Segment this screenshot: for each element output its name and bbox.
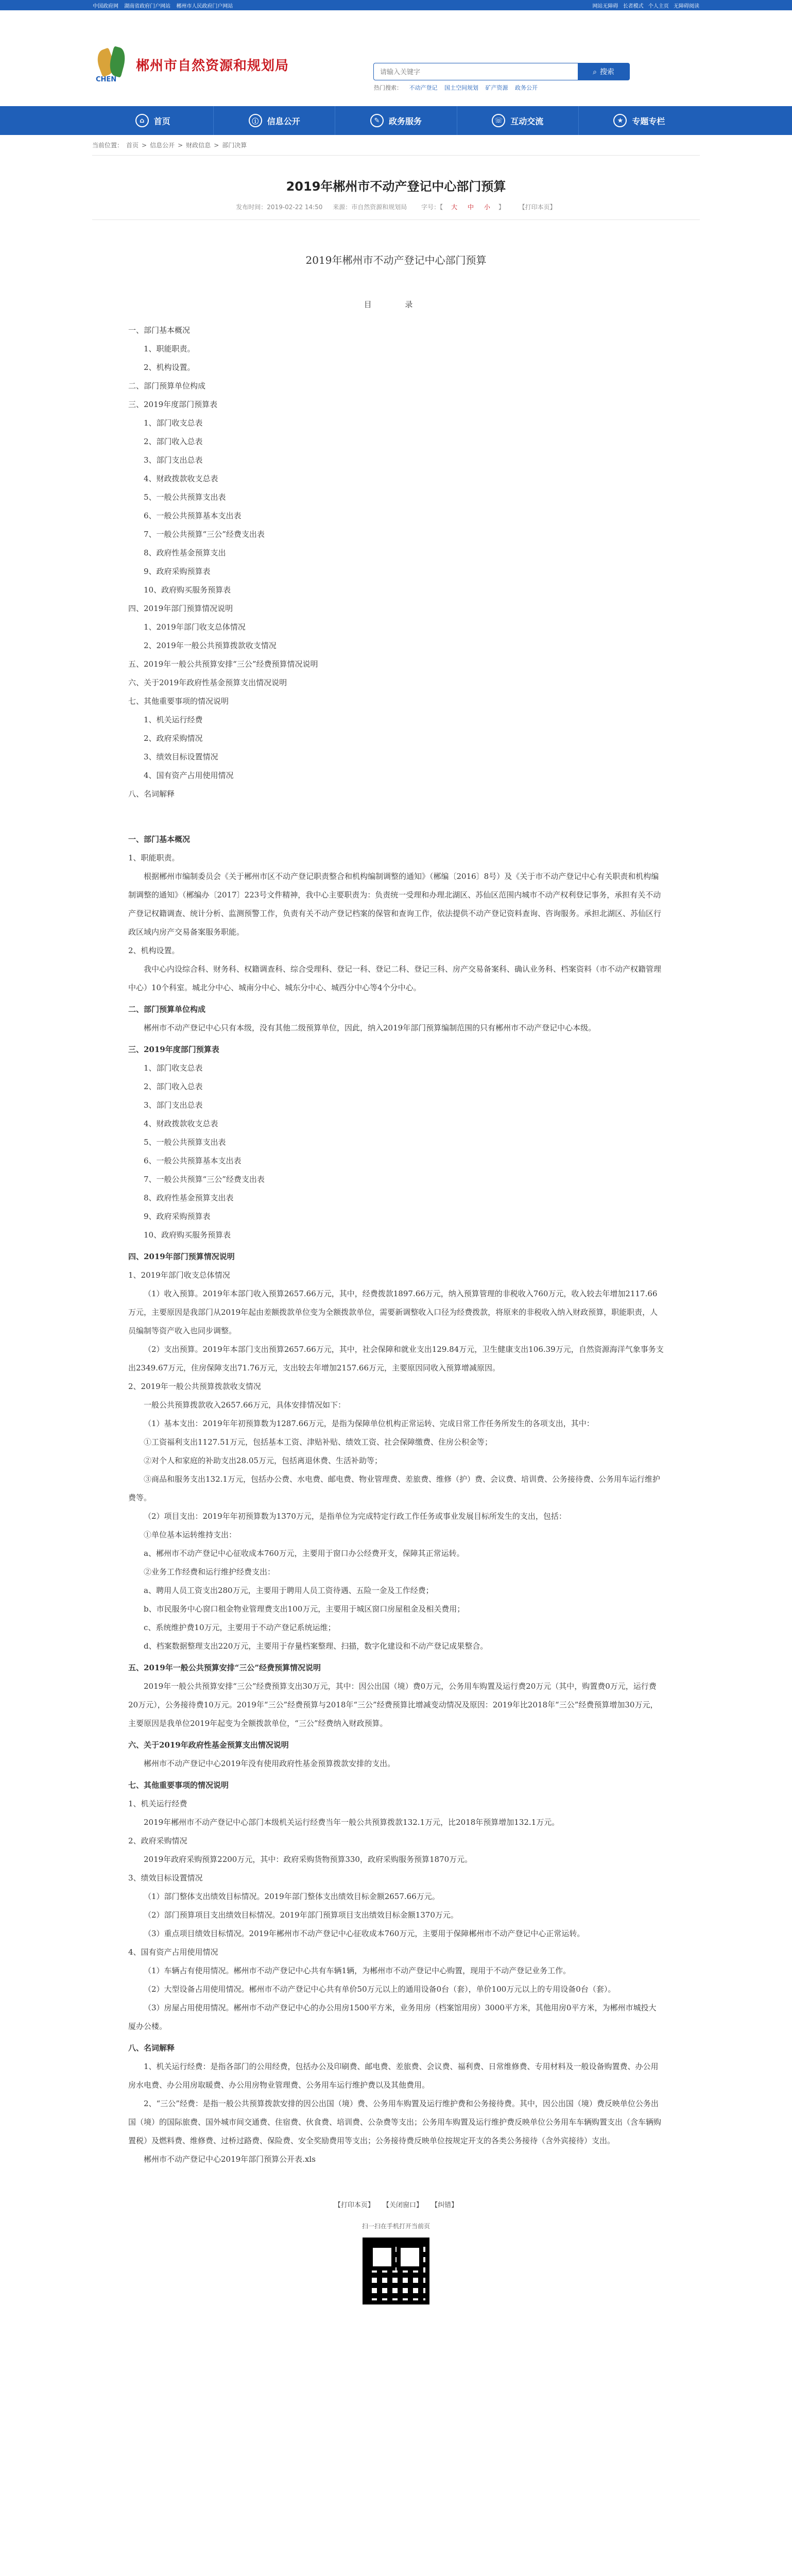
nav-info-public[interactable] — [214, 106, 335, 135]
toc-item: 2、部门收入总表 — [144, 437, 203, 446]
paragraph: c、系统维护费10万元，主要用于不动产登记系统运维； — [144, 1623, 336, 1632]
info-icon: ⓘ — [249, 114, 262, 127]
toc-item: 三、2019年度部门预算表 — [128, 400, 218, 409]
attachment-link[interactable]: 郴州市不动产登记中心2019年部门预算公开表.xls — [144, 2155, 316, 2164]
toc-item: 6、一般公共预算基本支出表 — [144, 511, 242, 520]
toc-item: 10、政府购买服务预算表 — [144, 585, 231, 595]
toc-item: 1、部门收支总表 — [144, 418, 203, 428]
paragraph: 郴州市不动产登记中心2019年没有使用政府性基金预算拨款安排的支出。 — [144, 1759, 395, 1768]
search-icon: ⌕ — [593, 67, 597, 76]
hotword[interactable]: 政务公开 — [515, 84, 538, 91]
paragraph: 一般公共预算拨款收入2657.66万元，具体安排情况如下： — [144, 1400, 346, 1410]
toc-item: 二、部门预算单位构成 — [128, 381, 206, 391]
service-icon: ✎ — [370, 114, 384, 127]
article-source: 来源：市自然资源和规划局 — [333, 204, 407, 211]
article-body — [92, 220, 700, 2168]
breadcrumb-separator: > — [214, 141, 219, 149]
budget-table-item: 1、部门收支总表 — [144, 1063, 203, 1073]
paragraph: b、市民服务中心窗口租金物业管理费支出100万元，主要用于城区窗口房屋租金及相关费用； — [144, 1604, 465, 1614]
site-logo[interactable] — [93, 44, 289, 84]
toc-item: 1、职能职责。 — [144, 344, 195, 353]
paragraph: （2）部门预算项目支出绩效目标情况。2019年部门预算项目支出绩效目标金额1370万元。 — [144, 1910, 458, 1920]
nav-label: 专题专栏 — [632, 116, 665, 126]
breadcrumb-separator: > — [178, 141, 183, 149]
font-large-button[interactable]: 大 — [451, 204, 458, 211]
hotwords-label: 热门搜索： — [374, 84, 402, 91]
font-size-control: 字号：【 大 中 小 】 — [421, 204, 505, 211]
topbar-right-links — [589, 2, 699, 9]
budget-table-item: 6、一般公共预算基本支出表 — [144, 1156, 242, 1165]
section-heading: 八、名词解释 — [128, 2043, 175, 2053]
paragraph: ①单位基本运转维持支出： — [144, 1530, 237, 1539]
budget-table-item: 2、部门收入总表 — [144, 1082, 203, 1091]
toc-item: 五、2019年一般公共预算安排“三公”经费预算情况说明 — [128, 659, 318, 669]
main-nav — [0, 106, 792, 135]
site-header — [0, 10, 792, 106]
section-heading: 四、2019年部门预算情况说明 — [128, 1252, 235, 1261]
budget-table-item: 9、政府采购预算表 — [144, 1212, 211, 1221]
toc-item: 七、其他重要事项的情况说明 — [128, 697, 229, 706]
breadcrumb-home[interactable]: 首页 — [126, 142, 139, 149]
paragraph: （2）大型设备占用使用情况。郴州市不动产登记中心共有单价50万元以上的通用设备0台（套），单价100万元以上的专用设备0台（套）。 — [144, 1985, 616, 1994]
section-heading: 六、关于2019年政府性基金预算支出情况说明 — [128, 1740, 289, 1750]
search-button[interactable] — [578, 63, 629, 80]
search-input[interactable] — [374, 63, 578, 80]
link-gov-cn[interactable]: 中国政府网 — [93, 3, 118, 9]
nav-label: 首页 — [153, 116, 170, 126]
subsection-heading: 3、绩效目标设置情况 — [128, 1873, 203, 1883]
toc-heading: 目 录 — [364, 300, 428, 309]
paragraph: （2）项目支出：2019年年初预算数为1370万元，是指单位为完成特定行政工作任务或事业发展目标所发生的支出，包括： — [144, 1512, 566, 1521]
publish-date: 发布时间：2019-02-22 14:50 — [236, 204, 323, 211]
document-title: 2019年郴州市不动产登记中心部门预算 — [305, 254, 487, 266]
paragraph: a、郴州市不动产登记中心征收成本760万元，主要用于窗口办公经费开支，保障其正常运转。 — [144, 1549, 464, 1558]
paragraph: （3）重点项目绩效目标情况。2019年郴州市不动产登记中心征收成本760万元，主要用于保障郴州市不动产登记中心正常运转。 — [144, 1929, 585, 1938]
paragraph: 2019年一般公共预算安排“三公”经费预算支出30万元，其中：因公出国（境）费0万元，公务用车购置及运行费20万元（其中，购置费0万元，运行费20万元），公务接待费10万元。2019年“三公”经费预算与2018年“三公”经费预算比增减变动情况及原因：2019年比2018年“三公”经费预算增加30万元，主要原因是我单位2019年起变为全额拨款单位，“三公”经费纳入财政预算。 — [128, 1682, 658, 1728]
link-hunan-gov[interactable]: 湖南省政府门户网站 — [124, 3, 171, 9]
breadcrumb-info-public[interactable]: 信息公开 — [150, 142, 175, 149]
paragraph: （1）基本支出：2019年年初预算数为1287.66万元，是指为保障单位机构正常运转、完成日常工作任务所发生的各项支出，其中： — [144, 1419, 594, 1428]
qr-caption: 扫一扫在手机打开当前页 — [361, 2223, 430, 2230]
report-error-link[interactable]: 【纠错】 — [431, 2201, 458, 2209]
paragraph: 我中心内设综合科、财务科、权籍调查科、综合受理科、登记一科、登记二科、登记三科、房产交易备案科、确认业务科、档案资料（市不动产权籍管理中心）10个科室。城北分中心、城南分中心、城东分中心、城西分中心等4个分中心。 — [128, 964, 662, 992]
paragraph: 1、机关运行经费：是指各部门的公用经费，包括办公及印刷费、邮电费、差旅费、会议费、福利费、日常维修费、专用材料及一般设备购置费、办公用房水电费、办公用房取暖费、办公用房物业管理费、公务用车运行维护费以及其他费用。 — [128, 2062, 659, 2090]
paragraph: （2）支出预算。2019年本部门支出预算2657.66万元，其中，社会保障和就业支出129.84万元，卫生健康支出106.39万元，自然资源海洋气象事务支出2349.67万元，住房保障支出71.76万元，支出较去年增加2157.66万元，主要原因同收入预算增减原因。 — [128, 1345, 664, 1372]
subsection-heading: 2、机构设置。 — [128, 946, 180, 955]
toc-item: 2、政府采购情况 — [144, 734, 203, 743]
toc-item: 7、一般公共预算“三公”经费支出表 — [144, 530, 265, 539]
paragraph: a、聘用人员工资支出280万元，主要用于聘用人员工资待遇、五险一金及工作经费； — [144, 1586, 434, 1595]
star-icon: ★ — [613, 114, 627, 127]
font-small-button[interactable]: 小 — [484, 204, 490, 211]
paragraph: 2019年政府采购预算2200万元，其中：政府采购货物预算330，政府采购服务预算1870万元。 — [144, 1855, 473, 1864]
section-heading: 二、部门预算单位构成 — [128, 1005, 206, 1014]
nav-label: 互动交流 — [510, 116, 544, 126]
article-actions — [92, 2199, 700, 2209]
site-title: 郴州市自然资源和规划局 — [136, 58, 289, 74]
table-of-contents — [128, 321, 664, 803]
phone-icon: ☏ — [492, 114, 505, 127]
budget-table-item: 10、政府购买服务预算表 — [144, 1230, 231, 1240]
paragraph: ①工资福利支出1127.51万元，包括基本工资、津贴补贴、绩效工资、社会保障缴费、住房公积金等； — [144, 1437, 493, 1447]
toc-item: 八、名词解释 — [128, 789, 175, 799]
link-elder-mode[interactable]: 长者模式 — [623, 3, 644, 9]
section-heading: 五、2019年一般公共预算安排“三公”经费预算情况说明 — [128, 1663, 321, 1672]
subsection-heading: 4、国有资产占用使用情况 — [128, 1947, 218, 1957]
toc-item: 1、2019年部门收支总体情况 — [144, 622, 246, 632]
breadcrumb — [92, 135, 700, 156]
search-button-label: 搜索 — [599, 67, 614, 76]
budget-table-list — [128, 1059, 664, 1244]
section-heading: 三、2019年度部门预算表 — [128, 1045, 219, 1054]
topbar-left-links — [93, 2, 237, 9]
qr-code-icon — [363, 2238, 429, 2304]
nav-home[interactable] — [92, 106, 214, 135]
hotword[interactable]: 矿产资源 — [485, 84, 508, 91]
subsection-heading: 1、职能职责。 — [128, 853, 180, 862]
breadcrumb-finance[interactable]: 财政信息 — [186, 142, 211, 149]
link-chenzhou-gov[interactable]: 郴州市人民政府门户网站 — [176, 3, 233, 9]
toc-item: 4、财政拨款收支总表 — [144, 474, 218, 483]
paragraph: （1）收入预算。2019年本部门收入预算2657.66万元，其中，经费拨款1897.66万元，纳入预算管理的非税收入760万元，收入较去年增加2117.66万元，主要原因是我部门从2019年起由差额拨款单位变为全额拨款单位，需要新调整收入口径为经费拨款，将原来的非税收入纳入财政预算，职能职责，人员编制等资产收入也同步调整。 — [128, 1289, 658, 1335]
article-meta — [92, 202, 700, 220]
paragraph: （1）车辆占有使用情况。郴州市不动产登记中心共有车辆1辆，为郴州市不动产登记中心购置，现用于不动产登记业务工作。 — [144, 1966, 571, 1975]
paragraph: ②对个人和家庭的补助支出28.05万元，包括离退休费、生活补助等； — [144, 1456, 382, 1465]
toc-item: 1、机关运行经费 — [144, 715, 203, 724]
link-personal-home[interactable]: 个人主页 — [648, 3, 669, 9]
link-accessible-reading[interactable]: 无障碍阅读 — [674, 3, 699, 9]
print-page-link[interactable]: 【打印本页】 — [334, 2201, 374, 2209]
breadcrumb-dept-budget[interactable]: 部门决算 — [222, 142, 247, 149]
paragraph: 根据郴州市编制委员会《关于郴州市区不动产登记职责整合和机构编制调整的通知》（郴编〔2016〕8号）及《关于市不动产登记中心有关职责和机构编制调整的通知》（郴编办〔2017〕223号文件精神，我中心主要职责为：负责统一受理和办理北湖区、苏仙区范围内城市不动产权利登记事务，承担有关不动产登记权籍调查、统计分析、监测预警工作，负责有关不动产登记档案的保管和查询工作，依法提供不动产登记资料查询、咨询服务。承担北湖区、苏仙区行政区域内房产交易备案服务职能。 — [128, 872, 662, 937]
home-icon: ⌂ — [135, 114, 149, 127]
toc-item: 9、政府采购预算表 — [144, 567, 211, 576]
nav-interaction[interactable] — [457, 106, 579, 135]
logo-mark-icon: CHEN — [93, 44, 133, 84]
budget-table-item: 5、一般公共预算支出表 — [144, 1138, 226, 1147]
paragraph: （3）房屋占用使用情况。郴州市不动产登记中心的办公用房1500平方米，业务用房（档案馆用房）3000平方米，其他用房0平方米，为郴州市城投大厦办公楼。 — [128, 2003, 657, 2031]
hotword[interactable]: 不动产登记 — [409, 84, 438, 91]
nav-label: 政务服务 — [389, 116, 422, 126]
article — [92, 156, 700, 2304]
close-window-link[interactable]: 【关闭窗口】 — [382, 2201, 423, 2209]
paragraph: 2019年郴州市不动产登记中心部门本级机关运行经费当年一般公共预算拨款132.1万元，比2018年预算增加132.1万元。 — [144, 1818, 560, 1827]
section-heading: 七、其他重要事项的情况说明 — [128, 1781, 229, 1790]
budget-table-item: 4、财政拨款收支总表 — [144, 1119, 218, 1128]
section-heading: 一、部门基本概况 — [128, 835, 191, 844]
breadcrumb-label: 当前位置： — [92, 142, 124, 149]
toc-item: 8、政府性基金预算支出 — [144, 548, 226, 557]
link-accessibility[interactable]: 网站无障碍 — [592, 3, 618, 9]
nav-gov-service[interactable] — [335, 106, 457, 135]
subsection-heading: 2、2019年一般公共预算拨款收支情况 — [128, 1382, 261, 1391]
budget-table-item: 3、部门支出总表 — [144, 1100, 203, 1110]
subsection-heading: 1、机关运行经费 — [128, 1799, 187, 1808]
toc-item: 四、2019年部门预算情况说明 — [128, 604, 233, 613]
budget-table-item: 8、政府性基金预算支出表 — [144, 1193, 234, 1202]
toc-item: 六、关于2019年政府性基金预算支出情况说明 — [128, 678, 287, 687]
breadcrumb-separator: > — [142, 141, 147, 149]
top-utility-bar — [0, 0, 792, 10]
subsection-heading: 1、2019年部门收支总体情况 — [128, 1270, 230, 1280]
paragraph: 郴州市不动产登记中心只有本级，没有其他二级预算单位，因此，纳入2019年部门预算编制范围的只有郴州市不动产登记中心本级。 — [144, 1023, 596, 1032]
budget-table-item: 7、一般公共预算“三公”经费支出表 — [144, 1175, 265, 1184]
toc-item: 一、部门基本概况 — [128, 326, 191, 335]
toc-item: 2、机构设置。 — [144, 363, 195, 372]
toc-item: 3、绩效目标设置情况 — [144, 752, 218, 761]
toc-item: 3、部门支出总表 — [144, 455, 203, 465]
font-medium-button[interactable]: 中 — [467, 204, 474, 211]
paragraph: （1）部门整体支出绩效目标情况。2019年部门整体支出绩效目标金额2657.66万元。 — [144, 1892, 440, 1901]
subsection-heading: 2、政府采购情况 — [128, 1836, 187, 1845]
hotword[interactable]: 国土空间规划 — [444, 84, 478, 91]
nav-label: 信息公开 — [267, 116, 300, 126]
paragraph: ②业务工作经费和运行维护经费支出： — [144, 1567, 276, 1577]
paragraph: d、档案数据整理支出220万元，主要用于存量档案整理、扫描，数字化建设和不动产登记成果整合。 — [144, 1641, 488, 1651]
toc-item: 4、国有资产占用使用情况 — [144, 771, 234, 780]
toc-item: 5、一般公共预算支出表 — [144, 493, 226, 502]
print-button[interactable]: 【打印本页】 — [519, 204, 556, 211]
paragraph: 2、“三公”经费：是指一般公共预算拨款安排的因公出国（境）费、公务用车购置及运行维护费和公务接待费。其中，因公出国（境）费反映单位公务出国（境）的国际旅费、国外城市间交通费、住宿费、伙食费、培训费、公杂费等支出；公务用车购置及运行维护费反映单位公务用车车辆购置支出（含车辆购置税）及燃料费、维修费、过桥过路费、保险费、安全奖励费用等支出；公务接待费反映单位按规定开支的各类公务接待（含外宾接待）支出。 — [128, 2099, 662, 2145]
hot-search-words — [374, 83, 543, 92]
paragraph: ③商品和服务支出132.1万元，包括办公费、水电费、邮电费、物业管理费、差旅费、维修（护）费、会议费、培训费、公务接待费、公务用车运行维护费等。 — [128, 1475, 660, 1502]
toc-item: 2、2019年一般公共预算拨款收支情况 — [144, 641, 277, 650]
nav-special-topics[interactable] — [579, 106, 700, 135]
article-title: 2019年郴州市不动产登记中心部门预算 — [286, 179, 506, 194]
search-box — [373, 63, 630, 80]
